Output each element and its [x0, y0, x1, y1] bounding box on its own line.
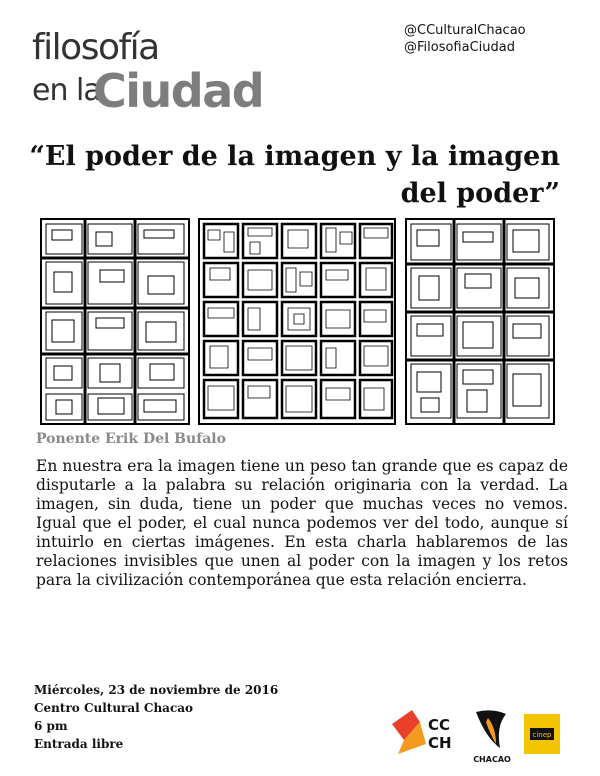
event-venue: Centro Cultural Chacao — [34, 701, 194, 715]
event-admission: Entrada libre — [34, 737, 124, 751]
social-handles — [404, 22, 526, 56]
city-map-center — [198, 218, 396, 425]
yellow-logo-text: cinep — [532, 731, 552, 739]
yellow-sponsor-logo — [524, 714, 560, 754]
logo-line-2-big: Ciudad — [93, 64, 264, 118]
event-title — [20, 138, 560, 212]
logo-line-1: filosofía — [32, 27, 159, 68]
city-map-left — [40, 218, 190, 425]
twitter-handle-filosofia: @FilosofiaCiudad — [404, 40, 515, 55]
filosofia-logo — [32, 28, 262, 128]
logo-line-2-small: en la — [32, 73, 101, 108]
city-maps — [40, 218, 555, 425]
chacao-text: CHACAO — [473, 755, 511, 764]
title-line-2: del poder” — [400, 178, 560, 209]
twitter-handle-ccultural: @CCulturalChacao — [404, 23, 526, 38]
ccch-text-1: CC — [428, 716, 451, 734]
event-time: 6 pm — [34, 719, 68, 733]
city-map-right — [405, 218, 555, 425]
title-line-1: “El poder de la imagen y la imagen — [29, 141, 560, 172]
speaker-name: Ponente Erik Del Bufalo — [36, 431, 226, 447]
sponsor-logos — [392, 708, 572, 770]
ccch-text-2: CH — [428, 734, 452, 752]
event-details — [34, 681, 278, 753]
event-date: Miércoles, 23 de noviembre de 2016 — [34, 683, 279, 697]
chacao-logo — [466, 708, 518, 766]
ccch-logo — [392, 710, 460, 754]
event-description: En nuestra era la imagen tiene un peso tan grande que es capaz de disputarle a la palabra su relación originaria con la verdad. La imagen, sin duda, tiene un poder que muchas veces no vemos. Igual que el poder, el cual nunca podemos ver del todo, aunque sí intuirlo en ciertas imágenes. En esta charla hablaremos de las relaciones invisibles que unen al poder con la imagen y los retos para la civilización contemporánea que esta relación encierra. — [36, 457, 568, 589]
